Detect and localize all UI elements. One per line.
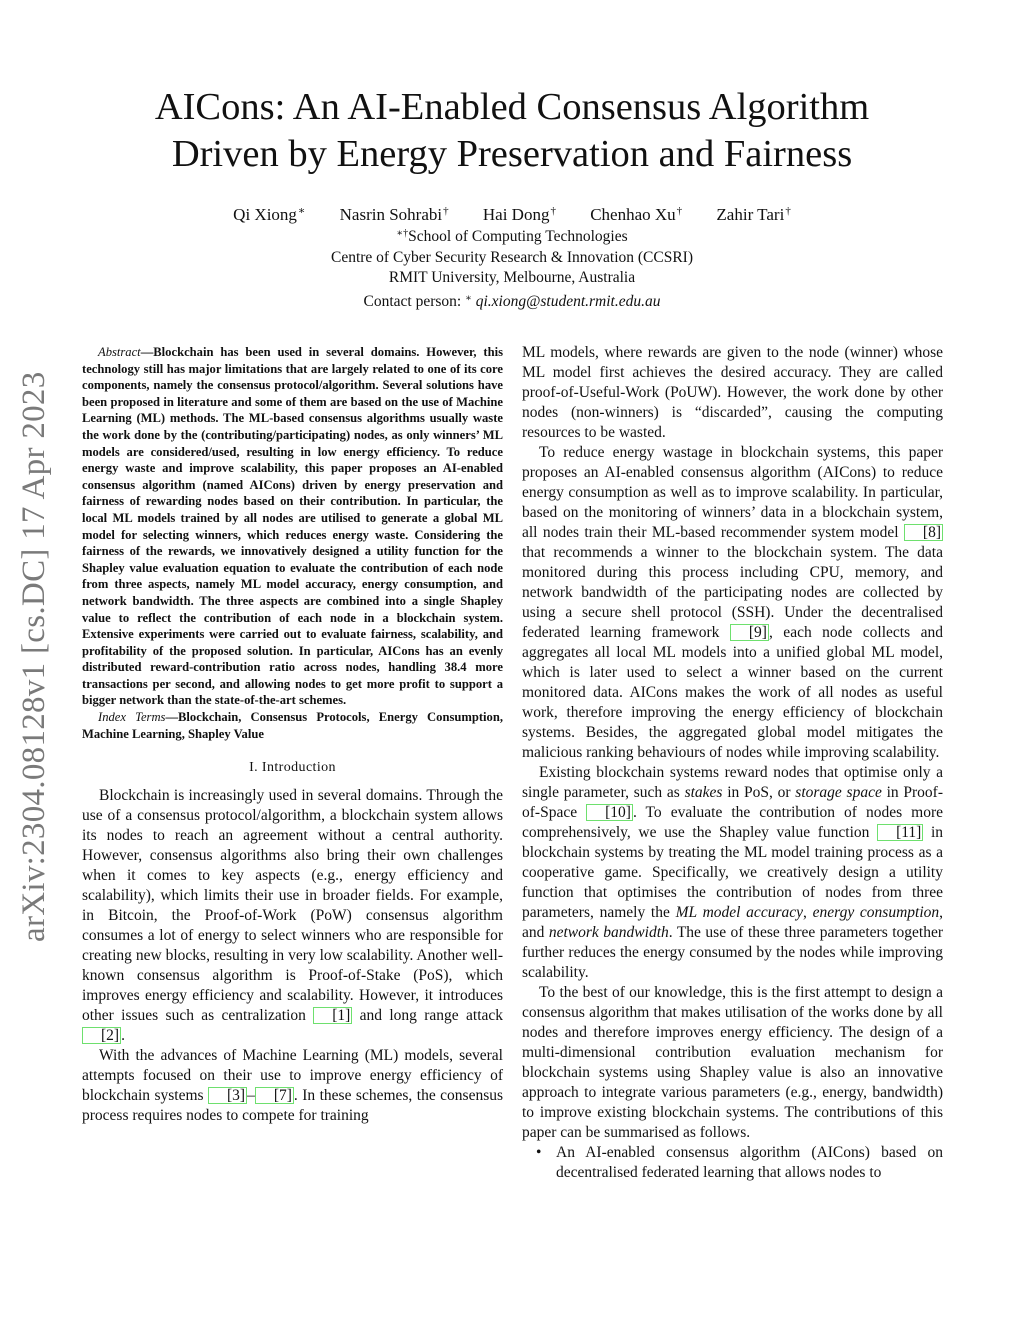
citation-link[interactable]: [3] bbox=[208, 1087, 247, 1104]
index-terms-label: Index Terms bbox=[98, 710, 166, 725]
intro-paragraph-4: To reduce energy wastage in blockchain systems, this paper proposes an AI-enabled consensus algorithm (AICons) to reduce energy consumption as well as to improve scalability. In particular, based on the monitoring of winners’ data in a blockchain system, all nodes train their ML-based recommender system model [8] that recommends a winner to the blockchain system. The data monitored during this process including CPU, memory, and network bandwidth of the participating nodes are collected by using a secure shell protocol (SSH). Under the decentralised federated learning framework [9] , each node collects and aggregates all local ML models into a unified global ML model, which is later used to select a winner based on the current monitored data. AICons makes the work of all nodes as useful work, therefore improving the energy efficiency of blockchain systems. Besides, the aggregated global model mitigates the malicious ranking behaviours of nodes while improving scalability. bbox=[522, 444, 943, 761]
author bbox=[590, 200, 682, 226]
author-name: Hai Dong bbox=[482, 205, 550, 224]
citation-link[interactable]: [1] bbox=[313, 1007, 352, 1024]
arxiv-identifier: arXiv:2304.08128v1 [cs.DC] 17 Apr 2023 bbox=[16, 371, 52, 942]
index-terms-text: —Blockchain, Consensus Protocols, Energy Consumption, Machine Learning, Shapley Value bbox=[82, 710, 503, 741]
author-name: Zahir Tari bbox=[716, 205, 785, 224]
affiliation-marks: ∗† bbox=[396, 228, 409, 239]
contact-label: Contact person: bbox=[363, 292, 462, 310]
right-column bbox=[522, 343, 943, 1183]
citation-link[interactable]: [8] bbox=[904, 524, 943, 541]
author-mark: † bbox=[550, 205, 556, 217]
contribution-bullet bbox=[522, 1143, 943, 1183]
author bbox=[340, 200, 449, 226]
citation-link[interactable]: [2] bbox=[82, 1027, 121, 1044]
author-mark: ∗ bbox=[297, 205, 306, 217]
author bbox=[233, 200, 305, 226]
affiliation-school: ∗†School of Computing Technologies bbox=[396, 228, 628, 245]
intro-paragraph-3: ML models, where rewards are given to the node (winner) whose ML model first achieves the desired accuracy. They are called proof-of-Useful-Work (PoUW). However, the work done by other nodes (non-winners) is “discarded”, causing the computing resources to be wasted. bbox=[522, 344, 943, 441]
citation-link[interactable]: [7] bbox=[255, 1087, 294, 1104]
author bbox=[483, 200, 556, 226]
abstract-label: Abstract bbox=[98, 345, 141, 359]
title-line-1: AICons: An AI-Enabled Consensus Algorithm bbox=[154, 86, 870, 128]
bullet-dot: • bbox=[536, 1144, 542, 1161]
intro-paragraph-6: To the best of our knowledge, this is the first attempt to design a consensus algorithm that makes utilisation of the works done by all nodes and therefore improves energy efficiency. The design of a multi-dimensional contribution evaluation mechanism for blockchain systems using Shapley value is also an innovative approach to integrate various parameters (e.g., energy, bandwidth) to improve existing blockchain systems. The contributions of this paper can be summarised as follows. bbox=[522, 984, 943, 1141]
intro-paragraph-5: Existing blockchain systems reward nodes that optimise only a single parameter, such as stakes in PoS, or storage space in Proof-of-Space [10] . To evaluate the contribution of nodes more comprehensively, we use the Shapley value function [11] in blockchain systems by treating the ML model training process as a cooperative game. Specifically, we creatively design a utility function that optimises the contribution of nodes from three parameters, namely the ML model accuracy, energy consumption, and network bandwidth. The use of these three parameters together further reduces the energy consumed by the nodes while improving scalability. bbox=[522, 764, 944, 981]
section-heading-introduction: I. Introduction bbox=[249, 760, 336, 776]
author-list bbox=[0, 200, 1024, 226]
author-name: Qi Xiong bbox=[233, 205, 297, 224]
left-column bbox=[82, 344, 503, 1126]
contact-email-link[interactable]: qi.xiong@student.rmit.edu.au bbox=[475, 292, 661, 310]
affiliation-block bbox=[0, 224, 1024, 312]
author bbox=[716, 200, 790, 226]
author-mark: † bbox=[676, 205, 683, 217]
index-terms bbox=[82, 709, 503, 742]
affiliation-university: RMIT University, Melbourne, Australia bbox=[388, 269, 636, 287]
author-mark: † bbox=[443, 205, 449, 217]
author-mark: † bbox=[785, 205, 791, 217]
citation-link[interactable]: [9] bbox=[730, 624, 769, 641]
bullet-text: An AI-enabled consensus algorithm (AICons) based on decentralised federated learning that allows nodes to bbox=[556, 1144, 943, 1181]
intro-paragraph-2: With the advances of Machine Learning (ML) models, several attempts focused on their use to improve energy efficiency of blockchain systems [3] – [7] . In these schemes, the consensus process requires nodes to compete for training bbox=[82, 1047, 504, 1125]
abstract bbox=[82, 344, 503, 709]
abstract-text: —Blockchain has been used in several domains. However, this technology still has major limitations that are largely related to one of its core components, namely the consensus protocol/algorithm. Several solutions have been proposed in literature and some of them are based on the use of Machine Learning (ML) methods. The ML-based consensus algorithms usually waste the work done by the (contributing/participating) nodes, as only winners’ ML models are considered/used, resulting in low energy efficiency. To reduce energy waste and improve scalability, this paper proposes an AI-enabled consensus algorithm (named AICons) driven by energy preservation and fairness of rewarding nodes based on their contribution. In particular, the local ML models trained by all nodes are utilised to generate a global ML model for selecting winners, which reduces energy waste. Considering the fairness of the rewards, we innovatively designed a utility function for the Shapley value evaluation equation to evaluate the contribution of each node from three aspects, namely ML model accuracy, energy consumption, and network bandwidth. The three aspects are combined into a single Shapley value to reflect the contribution of each node in a blockchain system. Extensive experiments were carried out to evaluate fairness, scalability, and profitability of the proposed solution. In particular, AICons has an evenly distributed reward-contribution ratio across nodes, handling 38.4 more transactions per second, and allowing nodes to get more profit to support a bigger network than the state-of-the-art schemes. bbox=[82, 345, 503, 708]
author-name: Nasrin Sohrabi bbox=[339, 205, 443, 224]
author-name: Chenhao Xu bbox=[590, 205, 676, 224]
intro-paragraph-1: Blockchain is increasingly used in several domains. Through the use of a consensus protocol/algorithm, a blockchain system allows its nodes to reach an agreement without a central authority. However, consensus algorithms also bring their own challenges when it comes to key aspects (e.g., energy efficiency and scalability), which limits their use in broader fields. For example, in Bitcoin, the Proof-of-Work (PoW) consensus algorithm consumes a lot of energy to select winners who are responsible for creating new blocks, resulting in very low scalability. Another well-known consensus algorithm is Proof-of-Stake (PoS), which improves energy efficiency and scalability. However, it introduces other issues such as centralization [1] and long range attack [2] . bbox=[82, 787, 504, 1045]
title-line-2: Driven by Energy Preservation and Fairness bbox=[171, 133, 853, 175]
citation-link[interactable]: [11] bbox=[877, 824, 923, 841]
affiliation-centre: Centre of Cyber Security Research & Innovation (CCSRI) bbox=[330, 248, 694, 266]
contact-mark: ∗ bbox=[465, 292, 472, 304]
contact-line bbox=[0, 289, 1024, 313]
paper-title bbox=[60, 84, 964, 178]
citation-link[interactable]: [10] bbox=[586, 804, 633, 821]
